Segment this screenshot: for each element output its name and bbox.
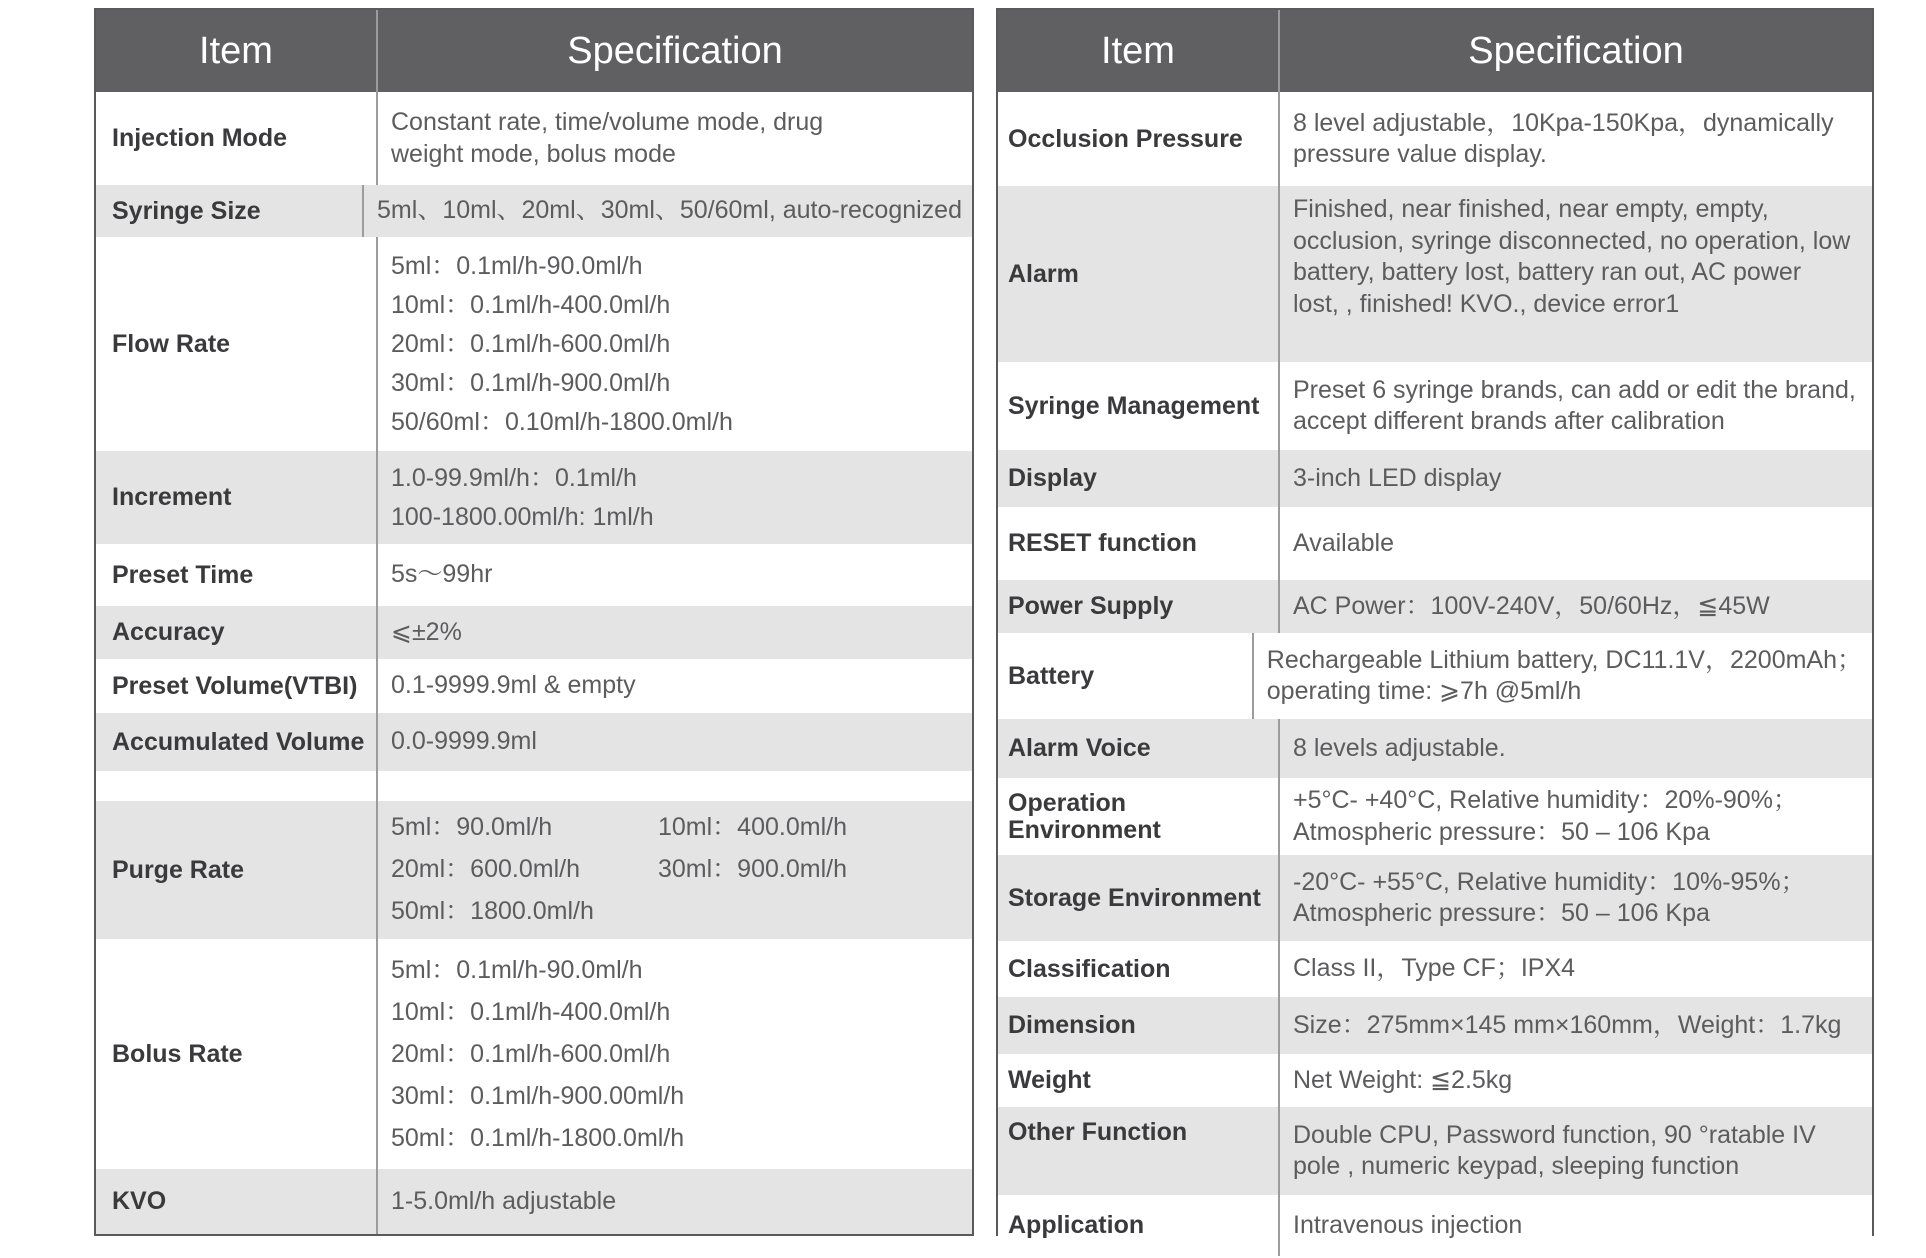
item-label: Display (998, 450, 1280, 507)
spec-value: Net Weight: ≦2.5kg (1293, 1065, 1513, 1094)
spec-value: ⩽±2% (391, 617, 462, 646)
table-row (998, 362, 1872, 450)
item-label: Syringe Management (998, 362, 1280, 450)
table-row (998, 633, 1872, 719)
item-label: Weight (998, 1054, 1280, 1107)
item-label: Dimension (998, 997, 1280, 1054)
spec-value: 0.1-9999.9ml & empty (391, 671, 636, 700)
table-row (96, 939, 972, 1169)
spec-value: 1.0-99.9ml/h：0.1ml/h 100-1800.00ml/h: 1ml/h (391, 463, 654, 531)
item-label: Other Function (998, 1107, 1280, 1195)
table-row (96, 659, 972, 713)
item-label: Operation Environment (998, 778, 1280, 855)
item-label: Flow Rate (96, 237, 378, 451)
table-row (96, 185, 972, 237)
item-label: Accumulated Volume (96, 713, 378, 771)
spec-value: 1-5.0ml/h adjustable (391, 1186, 617, 1215)
spec-value: 5ml：90.0ml/h 10ml：400.0ml/h 20ml：600.0ml/h 30ml：900.0ml/h 50ml：1800.0ml/h (391, 813, 847, 926)
left-spec-table (94, 8, 974, 1236)
table-row (998, 580, 1872, 633)
spec-value: -20°C- +55°C, Relative humidity：10%-95%； Atmospheric pressure：50 – 106 Kpa (1293, 867, 1806, 927)
spec-value: 5ml：0.1ml/h-90.0ml/h 10ml：0.1ml/h-400.0ml/h 20ml：0.1ml/h-600.0ml/h 30ml：0.1ml/h-900.0ml/h 50/60ml：0.10ml/h-1800.0ml/h (391, 251, 733, 436)
item-label: Battery (998, 633, 1254, 719)
spec-value: Double CPU, Password function, 90 °ratable IV pole , numeric keypad, sleeping function (1293, 1120, 1816, 1180)
table-row (96, 801, 972, 939)
header-item: Item (96, 10, 378, 92)
item-label: Occlusion Pressure (998, 92, 1280, 186)
table-row (96, 544, 972, 606)
table-row (998, 1054, 1872, 1107)
spec-value: 8 level adjustable，10Kpa-150Kpa，dynamically pressure value display. (1293, 108, 1834, 168)
table-row (96, 713, 972, 771)
spec-value: Intravenous injection (1293, 1210, 1523, 1239)
item-label: Increment (96, 451, 378, 544)
spec-value: 5s～99hr (391, 560, 493, 589)
spec-value: 8 levels adjustable. (1293, 733, 1506, 762)
spec-value: 3-inch LED display (1293, 463, 1502, 492)
table-header (96, 10, 972, 92)
table-row (96, 237, 972, 451)
spec-value: Preset 6 syringe brands, can add or edit the brand, accept different brands after calibration (1293, 375, 1856, 435)
item-label: Purge Rate (96, 801, 378, 939)
spec-value: 0.0-9999.9ml (391, 727, 537, 756)
table-row (998, 186, 1872, 362)
item-label: Bolus Rate (96, 939, 378, 1169)
table-row (998, 450, 1872, 507)
table-row (998, 997, 1872, 1054)
item-label: Injection Mode (96, 92, 378, 185)
table-row (96, 451, 972, 544)
item-label: Preset Volume(VTBI) (96, 659, 378, 713)
spec-value: 5ml：0.1ml/h-90.0ml/h 10ml：0.1ml/h-400.0ml/h 20ml：0.1ml/h-600.0ml/h 30ml：0.1ml/h-900.00ml/h 50ml：0.1ml/h-1800.0ml/h (391, 956, 685, 1152)
spec-value: Rechargeable Lithium battery, DC11.1V，2200mAh； operating time: ⩾7h @5ml/h (1266, 645, 1862, 705)
table-row (96, 92, 972, 185)
item-label: KVO (96, 1169, 378, 1234)
right-spec-table (996, 8, 1874, 1240)
item-label: Power Supply (998, 580, 1280, 633)
header-item: Item (998, 10, 1280, 92)
item-label: Alarm (998, 186, 1280, 362)
spec-value: Class II，Type CF；IPX4 (1293, 954, 1576, 983)
table-row (998, 941, 1872, 997)
spec-value: Available (1293, 528, 1395, 557)
item-label: Classification (998, 941, 1280, 997)
table-row-empty (96, 771, 972, 801)
spec-value: Size：275mm×145 mm×160mm，Weight：1.7kg (1293, 1010, 1842, 1039)
header-specification: Specification (1468, 29, 1684, 72)
item-label: Preset Time (96, 544, 378, 606)
item-label: Syringe Size (96, 185, 364, 237)
spec-value: AC Power：100V-240V，50/60Hz，≦45W (1293, 591, 1770, 620)
table-row (998, 1107, 1872, 1195)
spec-value (378, 771, 972, 801)
spec-value: Finished, near finished, near empty, empty, occlusion, syringe disconnected, no operation, low battery, battery lost, battery ran out, AC power lost, , finished! KVO., device error1 (1293, 195, 1851, 318)
item-label: Storage Environment (998, 855, 1280, 941)
table-row (96, 1169, 972, 1234)
table-row (998, 855, 1872, 941)
item-label: Alarm Voice (998, 719, 1280, 778)
table-header (998, 10, 1872, 92)
spec-value: 5ml、10ml、20ml、30ml、50/60ml, auto-recognized (377, 196, 962, 225)
table-row (96, 606, 972, 659)
table-row (998, 507, 1872, 580)
table-row (998, 719, 1872, 778)
item-label: Application (998, 1195, 1280, 1256)
item-label: RESET function (998, 507, 1280, 580)
table-row (998, 778, 1872, 855)
item-label (96, 771, 378, 801)
spec-value: +5°C- +40°C, Relative humidity：20%-90%； Atmospheric pressure：50 – 106 Kpa (1293, 786, 1798, 846)
spec-value: Constant rate, time/volume mode, drug weight mode, bolus mode (391, 108, 824, 168)
table-row (998, 92, 1872, 186)
table-row (998, 1195, 1872, 1256)
item-label: Accuracy (96, 606, 378, 659)
header-specification: Specification (567, 29, 783, 72)
